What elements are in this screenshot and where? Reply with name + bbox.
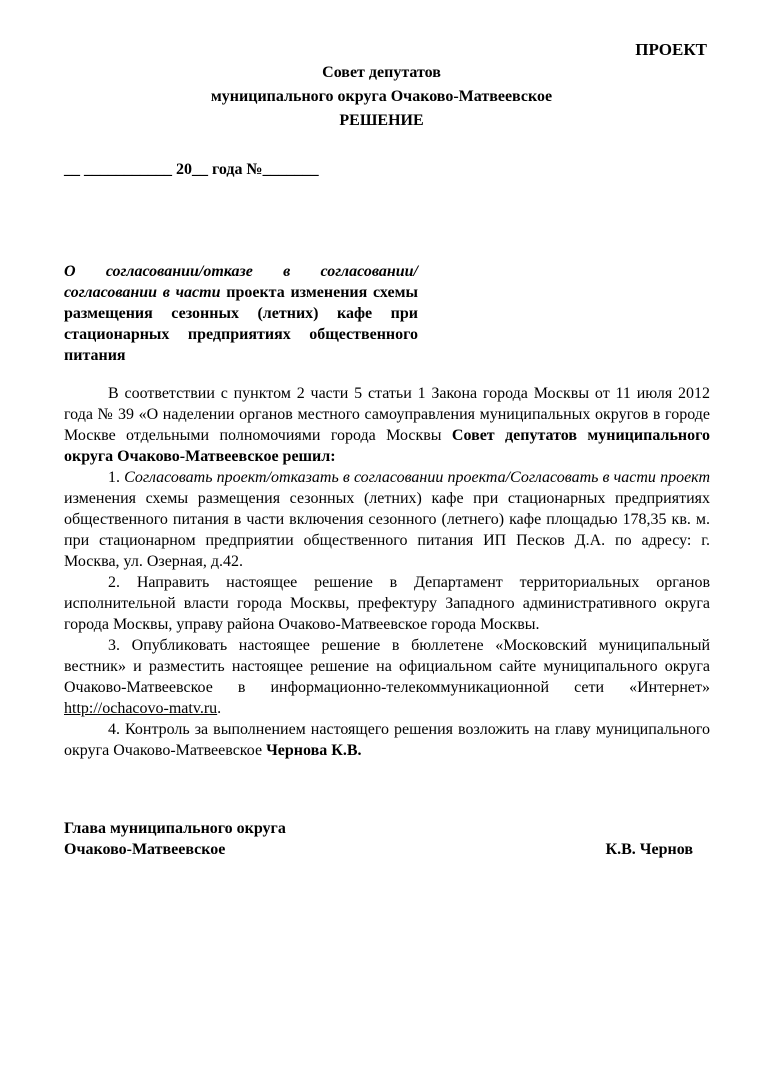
subject-italic-part: О согласовании/отказе в согласовании/согласовании в части [64, 263, 418, 301]
signatory-name: К.В. Чернов [605, 841, 693, 858]
website-link[interactable]: http://ochacovo-matv.ru [64, 700, 218, 717]
council-title: Совет депутатов [322, 64, 441, 81]
item-1 [64, 467, 710, 572]
decision-subject [64, 261, 418, 366]
item-2: 2. Направить настоящее решение в Департамент территориальных органов исполнительной власти города Москвы, префектуру Западного административного округа города Москвы, управу района Очаково-Матвеевское города Москвы. [64, 574, 710, 633]
decision-body [64, 383, 710, 761]
signatory-title [64, 818, 286, 860]
item-3-end: . [217, 700, 222, 717]
date-number-line: __ ___________ 20__ года №_______ [64, 161, 319, 178]
item-4-bold: Чернова К.В. [266, 742, 362, 759]
item-4 [64, 719, 710, 761]
signatory-title-line1: Глава муниципального округа [64, 820, 286, 837]
intro-paragraph [64, 383, 710, 467]
item-1-text: изменения схемы размещения сезонных (летних) кафе при стационарных предприятиях общественного питания в части включения сезонного (летнего) кафе площадью 178,35 кв. м. при стационарном предприятии общественного питания ИП Песков Д.А. по адресу: г. Москва, ул. Озерная, д.42. [64, 490, 710, 570]
item-3 [64, 635, 710, 719]
item-3-text: 3. Опубликовать настоящее решение в бюллетене «Московский муниципальный вестник» и разместить настоящее решение на официальном сайте муниципального округа Очаково-Матвеевское в информационно-телекоммуникационной сети «Интернет» [64, 637, 710, 696]
subject-rest: проекта изменения схемы размещения сезонных (летних) кафе при стационарных предприятиях общественного питания [64, 284, 419, 364]
intro-bold: Совет депутатов муниципального округа Очаково-Матвеевское решил: [64, 427, 710, 465]
district-title: муниципального округа Очаково-Матвеевское [210, 88, 553, 105]
item-1-number: 1. [108, 469, 125, 486]
item-1-italic: Согласовать проект/отказать в согласовании проекта/Согласовать в части проект [124, 469, 710, 486]
draft-stamp: ПРОЕКТ [635, 40, 707, 59]
item-4-text: 4. Контроль за выполнением настоящего решения возложить на главу муниципального округа Очаково-Матвеевское [64, 721, 710, 759]
decision-title: РЕШЕНИЕ [339, 112, 424, 129]
intro-text: В соответствии с пунктом 2 части 5 статьи 1 Закона города Москвы от 11 июля 2012 года № 39 «О наделении органов местного самоуправления муниципальных округов в городе Москве отдельными полномочиями города Москвы [64, 385, 710, 444]
signatory-title-line2: Очаково-Матвеевское [64, 841, 226, 858]
